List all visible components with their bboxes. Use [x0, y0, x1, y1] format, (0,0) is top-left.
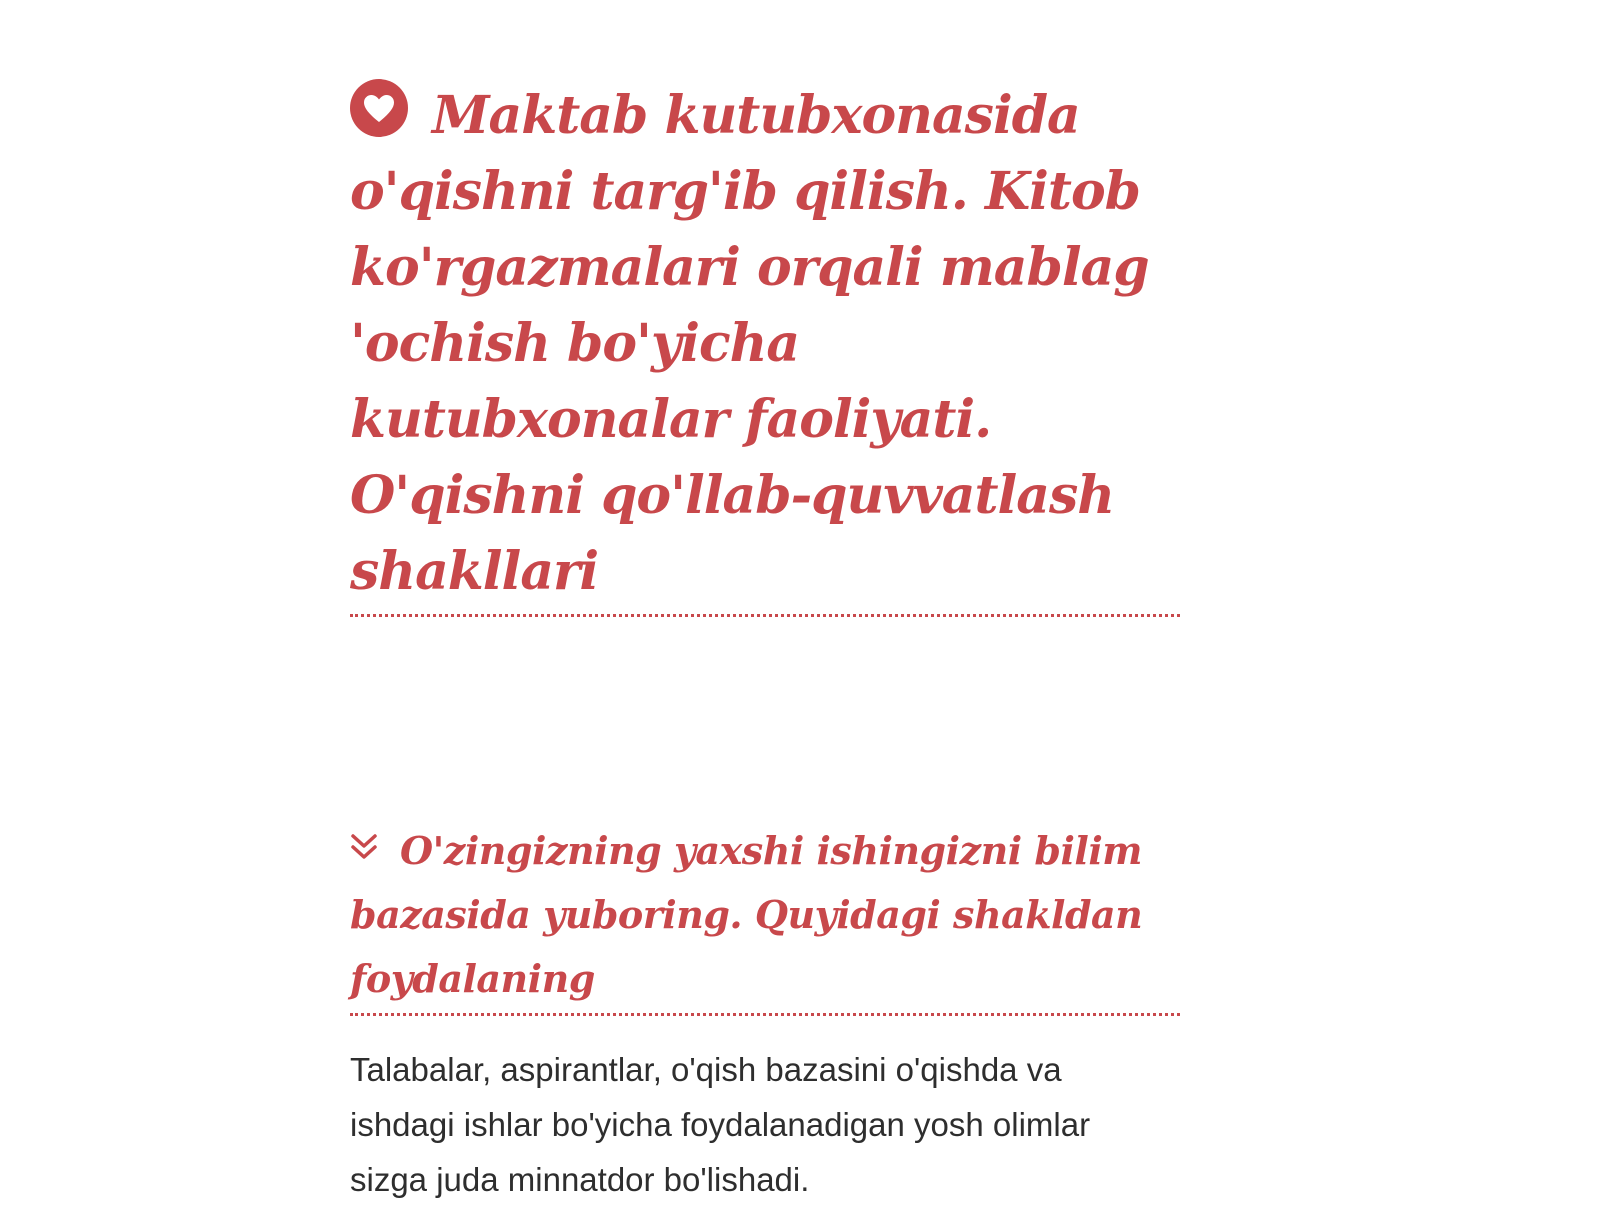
body-text: Talabalar, aspirantlar, o'qish bazasini o'qishda va ishdagi ishlar bo'yicha foydalanadigan yosh olimlar sizga juda minnatdor bo'lishadi. [350, 1051, 1091, 1198]
heart-icon [350, 79, 408, 137]
section-heading [350, 817, 1180, 1016]
section-heading-text: O'zingizning yaxshi ishingizni bilim bazasida yuboring. Quyidagi shakldan foydalaning [350, 828, 1143, 1001]
submit-work-section [350, 817, 1180, 1207]
page-title-text: Maktab kutubxonasida o'qishni targ'ib qilish. Kitob ko'rgazmalari orqali mablag 'ochish bo'yicha kutubxonalar faoliyati. O'qishni qo'llab-quvvatlash shakllari [350, 85, 1149, 602]
chevrons-down-icon [350, 817, 378, 847]
article [350, 78, 1180, 1207]
page-title [350, 78, 1180, 617]
